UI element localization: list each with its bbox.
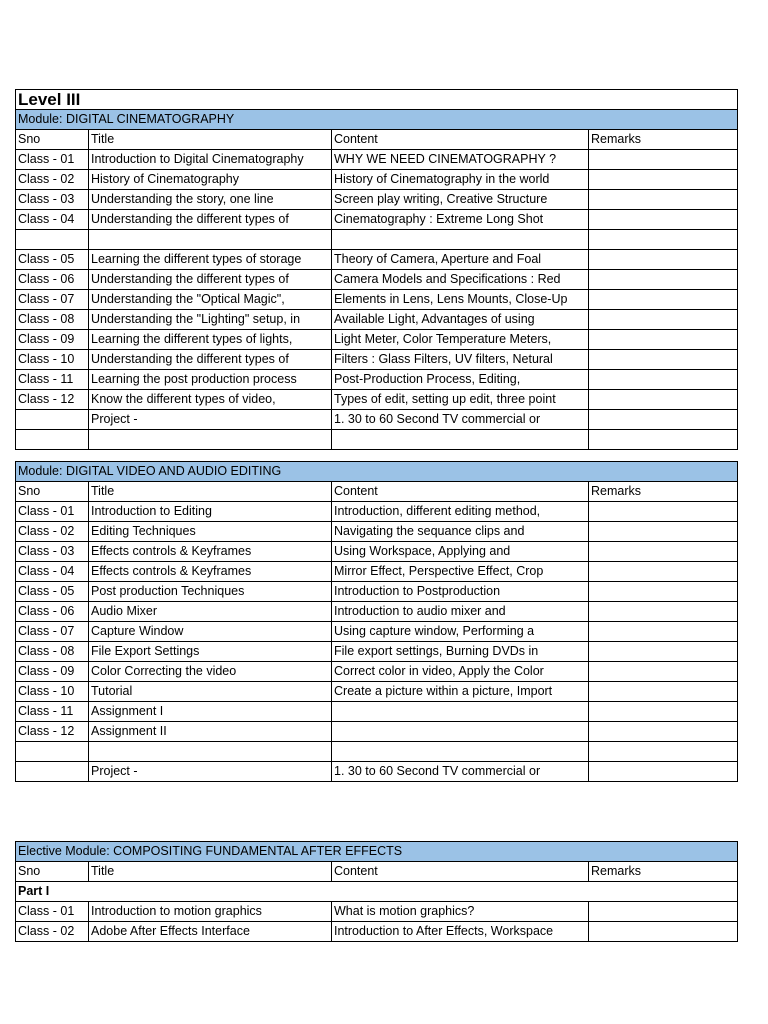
cell-sno: Class - 07 <box>16 622 89 642</box>
module-title: Module: DIGITAL VIDEO AND AUDIO EDITING <box>16 462 738 482</box>
column-header-title: Title <box>89 862 332 882</box>
column-header-content: Content <box>332 482 589 502</box>
cell-sno <box>16 762 89 782</box>
cell-title: Learning the different types of lights, <box>89 330 332 350</box>
level-row <box>16 90 738 110</box>
cell-title <box>89 230 332 250</box>
column-header-title: Title <box>89 482 332 502</box>
cell-content: Post-Production Process, Editing, <box>332 370 589 390</box>
cell-content: Introduction to audio mixer and <box>332 602 589 622</box>
module-header-row <box>16 462 738 482</box>
cell-title: Assignment I <box>89 702 332 722</box>
cell-sno: Class - 01 <box>16 902 89 922</box>
table-row <box>16 370 738 390</box>
cell-title: Post production Techniques <box>89 582 332 602</box>
cell-sno: Class - 09 <box>16 662 89 682</box>
cell-title: Learning the post production process <box>89 370 332 390</box>
cell-content: Camera Models and Specifications : Red <box>332 270 589 290</box>
cell-remarks <box>589 210 738 230</box>
column-header-row <box>16 482 738 502</box>
cell-remarks <box>589 522 738 542</box>
cell-content <box>332 702 589 722</box>
cell-content: Using capture window, Performing a <box>332 622 589 642</box>
cell-remarks <box>589 702 738 722</box>
cell-sno: Class - 02 <box>16 522 89 542</box>
cell-content: WHY WE NEED CINEMATOGRAPHY ? <box>332 150 589 170</box>
table-row <box>16 310 738 330</box>
cell-remarks <box>589 390 738 410</box>
cell-remarks <box>589 902 738 922</box>
table-row <box>16 502 738 522</box>
cell-content: Introduction to Postproduction <box>332 582 589 602</box>
table-row <box>16 330 738 350</box>
cell-remarks <box>589 410 738 430</box>
cell-sno: Class - 09 <box>16 330 89 350</box>
column-header-content: Content <box>332 862 589 882</box>
cell-remarks <box>589 370 738 390</box>
cell-title: Color Correcting the video <box>89 662 332 682</box>
cell-remarks <box>589 642 738 662</box>
cell-content <box>332 230 589 250</box>
table-row <box>16 170 738 190</box>
cell-remarks <box>589 582 738 602</box>
cell-remarks <box>589 170 738 190</box>
column-header-row <box>16 130 738 150</box>
after-effects-table <box>15 841 738 942</box>
cell-remarks <box>589 230 738 250</box>
cell-remarks <box>589 350 738 370</box>
cell-title: Know the different types of video, <box>89 390 332 410</box>
table-row <box>16 562 738 582</box>
cell-remarks <box>589 290 738 310</box>
cell-content: Correct color in video, Apply the Color <box>332 662 589 682</box>
cell-remarks <box>589 542 738 562</box>
cell-sno <box>16 410 89 430</box>
cell-remarks <box>589 250 738 270</box>
cell-remarks <box>589 682 738 702</box>
cell-content: Available Light, Advantages of using <box>332 310 589 330</box>
cell-sno: Class - 08 <box>16 310 89 330</box>
cell-title: Editing Techniques <box>89 522 332 542</box>
module-title: Elective Module: COMPOSITING FUNDAMENTAL AFTER EFFECTS <box>16 842 738 862</box>
cell-sno: Class - 06 <box>16 602 89 622</box>
cell-remarks <box>589 722 738 742</box>
cell-sno: Class - 04 <box>16 562 89 582</box>
cell-title: Effects controls & Keyframes <box>89 562 332 582</box>
table-row <box>16 622 738 642</box>
cell-content: History of Cinematography in the world <box>332 170 589 190</box>
table-row <box>16 762 738 782</box>
cell-sno <box>16 742 89 762</box>
cell-content: Using Workspace, Applying and <box>332 542 589 562</box>
cell-title: Understanding the different types of <box>89 270 332 290</box>
cell-title: Understanding the "Optical Magic", <box>89 290 332 310</box>
cell-title: Assignment II <box>89 722 332 742</box>
column-header-remarks: Remarks <box>589 862 738 882</box>
part-row <box>16 882 738 902</box>
table-row <box>16 702 738 722</box>
table-row <box>16 582 738 602</box>
cell-title: Audio Mixer <box>89 602 332 622</box>
cell-remarks <box>589 762 738 782</box>
cell-title: Introduction to Digital Cinematography <box>89 150 332 170</box>
table-row <box>16 410 738 430</box>
cell-content: File export settings, Burning DVDs in <box>332 642 589 662</box>
table-row <box>16 210 738 230</box>
table-row <box>16 290 738 310</box>
cell-sno: Class - 10 <box>16 350 89 370</box>
cinematography-table <box>15 89 738 450</box>
cell-title <box>89 430 332 450</box>
part-label: Part I <box>16 882 738 902</box>
cell-title: Effects controls & Keyframes <box>89 542 332 562</box>
cell-remarks <box>589 270 738 290</box>
cell-content: Introduction to After Effects, Workspace <box>332 922 589 942</box>
cell-content <box>332 722 589 742</box>
cell-content: Filters : Glass Filters, UV filters, Netural <box>332 350 589 370</box>
cell-remarks <box>589 602 738 622</box>
cell-content: Navigating the sequance clips and <box>332 522 589 542</box>
cell-sno: Class - 12 <box>16 722 89 742</box>
cell-title: Learning the different types of storage <box>89 250 332 270</box>
cell-title: Understanding the story, one line <box>89 190 332 210</box>
table-row <box>16 430 738 450</box>
table-row <box>16 662 738 682</box>
table-row <box>16 742 738 762</box>
cell-remarks <box>589 310 738 330</box>
cell-content: Light Meter, Color Temperature Meters, <box>332 330 589 350</box>
table-row <box>16 250 738 270</box>
cell-sno: Class - 11 <box>16 370 89 390</box>
cell-title: Understanding the different types of <box>89 210 332 230</box>
cell-content: Screen play writing, Creative Structure <box>332 190 589 210</box>
editing-table <box>15 461 738 782</box>
cell-sno: Class - 03 <box>16 542 89 562</box>
cell-title: Understanding the different types of <box>89 350 332 370</box>
column-header-sno: Sno <box>16 130 89 150</box>
cell-remarks <box>589 622 738 642</box>
cell-sno: Class - 02 <box>16 922 89 942</box>
cell-remarks <box>589 150 738 170</box>
cell-remarks <box>589 922 738 942</box>
table-row <box>16 542 738 562</box>
cell-remarks <box>589 502 738 522</box>
cell-title: Understanding the "Lighting" setup, in <box>89 310 332 330</box>
cell-remarks <box>589 190 738 210</box>
table-row <box>16 922 738 942</box>
module-title: Module: DIGITAL CINEMATOGRAPHY <box>16 110 738 130</box>
cell-content: Types of edit, setting up edit, three point <box>332 390 589 410</box>
table-row <box>16 642 738 662</box>
table-row <box>16 150 738 170</box>
cell-sno: Class - 05 <box>16 582 89 602</box>
cell-sno: Class - 02 <box>16 170 89 190</box>
cell-sno: Class - 05 <box>16 250 89 270</box>
table-row <box>16 230 738 250</box>
table-row <box>16 522 738 542</box>
table-row <box>16 190 738 210</box>
table-row <box>16 902 738 922</box>
cell-title: File Export Settings <box>89 642 332 662</box>
cell-sno <box>16 430 89 450</box>
table-row <box>16 682 738 702</box>
cell-content: What is motion graphics? <box>332 902 589 922</box>
column-header-sno: Sno <box>16 482 89 502</box>
cell-sno: Class - 01 <box>16 502 89 522</box>
cell-sno: Class - 01 <box>16 150 89 170</box>
module-header-row <box>16 842 738 862</box>
cell-sno: Class - 03 <box>16 190 89 210</box>
module-header-row <box>16 110 738 130</box>
cell-sno: Class - 10 <box>16 682 89 702</box>
cell-content <box>332 742 589 762</box>
cell-remarks <box>589 742 738 762</box>
cell-sno <box>16 230 89 250</box>
cell-content: Create a picture within a picture, Import <box>332 682 589 702</box>
column-header-remarks: Remarks <box>589 482 738 502</box>
cell-content: Cinematography : Extreme Long Shot <box>332 210 589 230</box>
cell-content: Elements in Lens, Lens Mounts, Close-Up <box>332 290 589 310</box>
table-row <box>16 602 738 622</box>
cell-title: Capture Window <box>89 622 332 642</box>
cell-content: 1. 30 to 60 Second TV commercial or <box>332 410 589 430</box>
cell-content: Theory of Camera, Aperture and Foal <box>332 250 589 270</box>
cell-sno: Class - 12 <box>16 390 89 410</box>
column-header-remarks: Remarks <box>589 130 738 150</box>
table-row <box>16 350 738 370</box>
cell-title: Introduction to Editing <box>89 502 332 522</box>
cell-sno: Class - 06 <box>16 270 89 290</box>
cell-title: Adobe After Effects Interface <box>89 922 332 942</box>
table-row <box>16 270 738 290</box>
table-row <box>16 722 738 742</box>
cell-content: Introduction, different editing method, <box>332 502 589 522</box>
column-header-title: Title <box>89 130 332 150</box>
cell-title: Introduction to motion graphics <box>89 902 332 922</box>
cell-title <box>89 742 332 762</box>
level-title: Level III <box>16 90 738 110</box>
cell-title: History of Cinematography <box>89 170 332 190</box>
cell-content: 1. 30 to 60 Second TV commercial or <box>332 762 589 782</box>
cell-title: Project - <box>89 410 332 430</box>
cell-remarks <box>589 562 738 582</box>
table-row <box>16 390 738 410</box>
cell-remarks <box>589 330 738 350</box>
cell-content <box>332 430 589 450</box>
column-header-row <box>16 862 738 882</box>
cell-sno: Class - 07 <box>16 290 89 310</box>
cell-sno: Class - 04 <box>16 210 89 230</box>
cell-content: Mirror Effect, Perspective Effect, Crop <box>332 562 589 582</box>
cell-title: Project - <box>89 762 332 782</box>
cell-sno: Class - 08 <box>16 642 89 662</box>
column-header-content: Content <box>332 130 589 150</box>
cell-title: Tutorial <box>89 682 332 702</box>
cell-sno: Class - 11 <box>16 702 89 722</box>
column-header-sno: Sno <box>16 862 89 882</box>
cell-remarks <box>589 430 738 450</box>
cell-remarks <box>589 662 738 682</box>
